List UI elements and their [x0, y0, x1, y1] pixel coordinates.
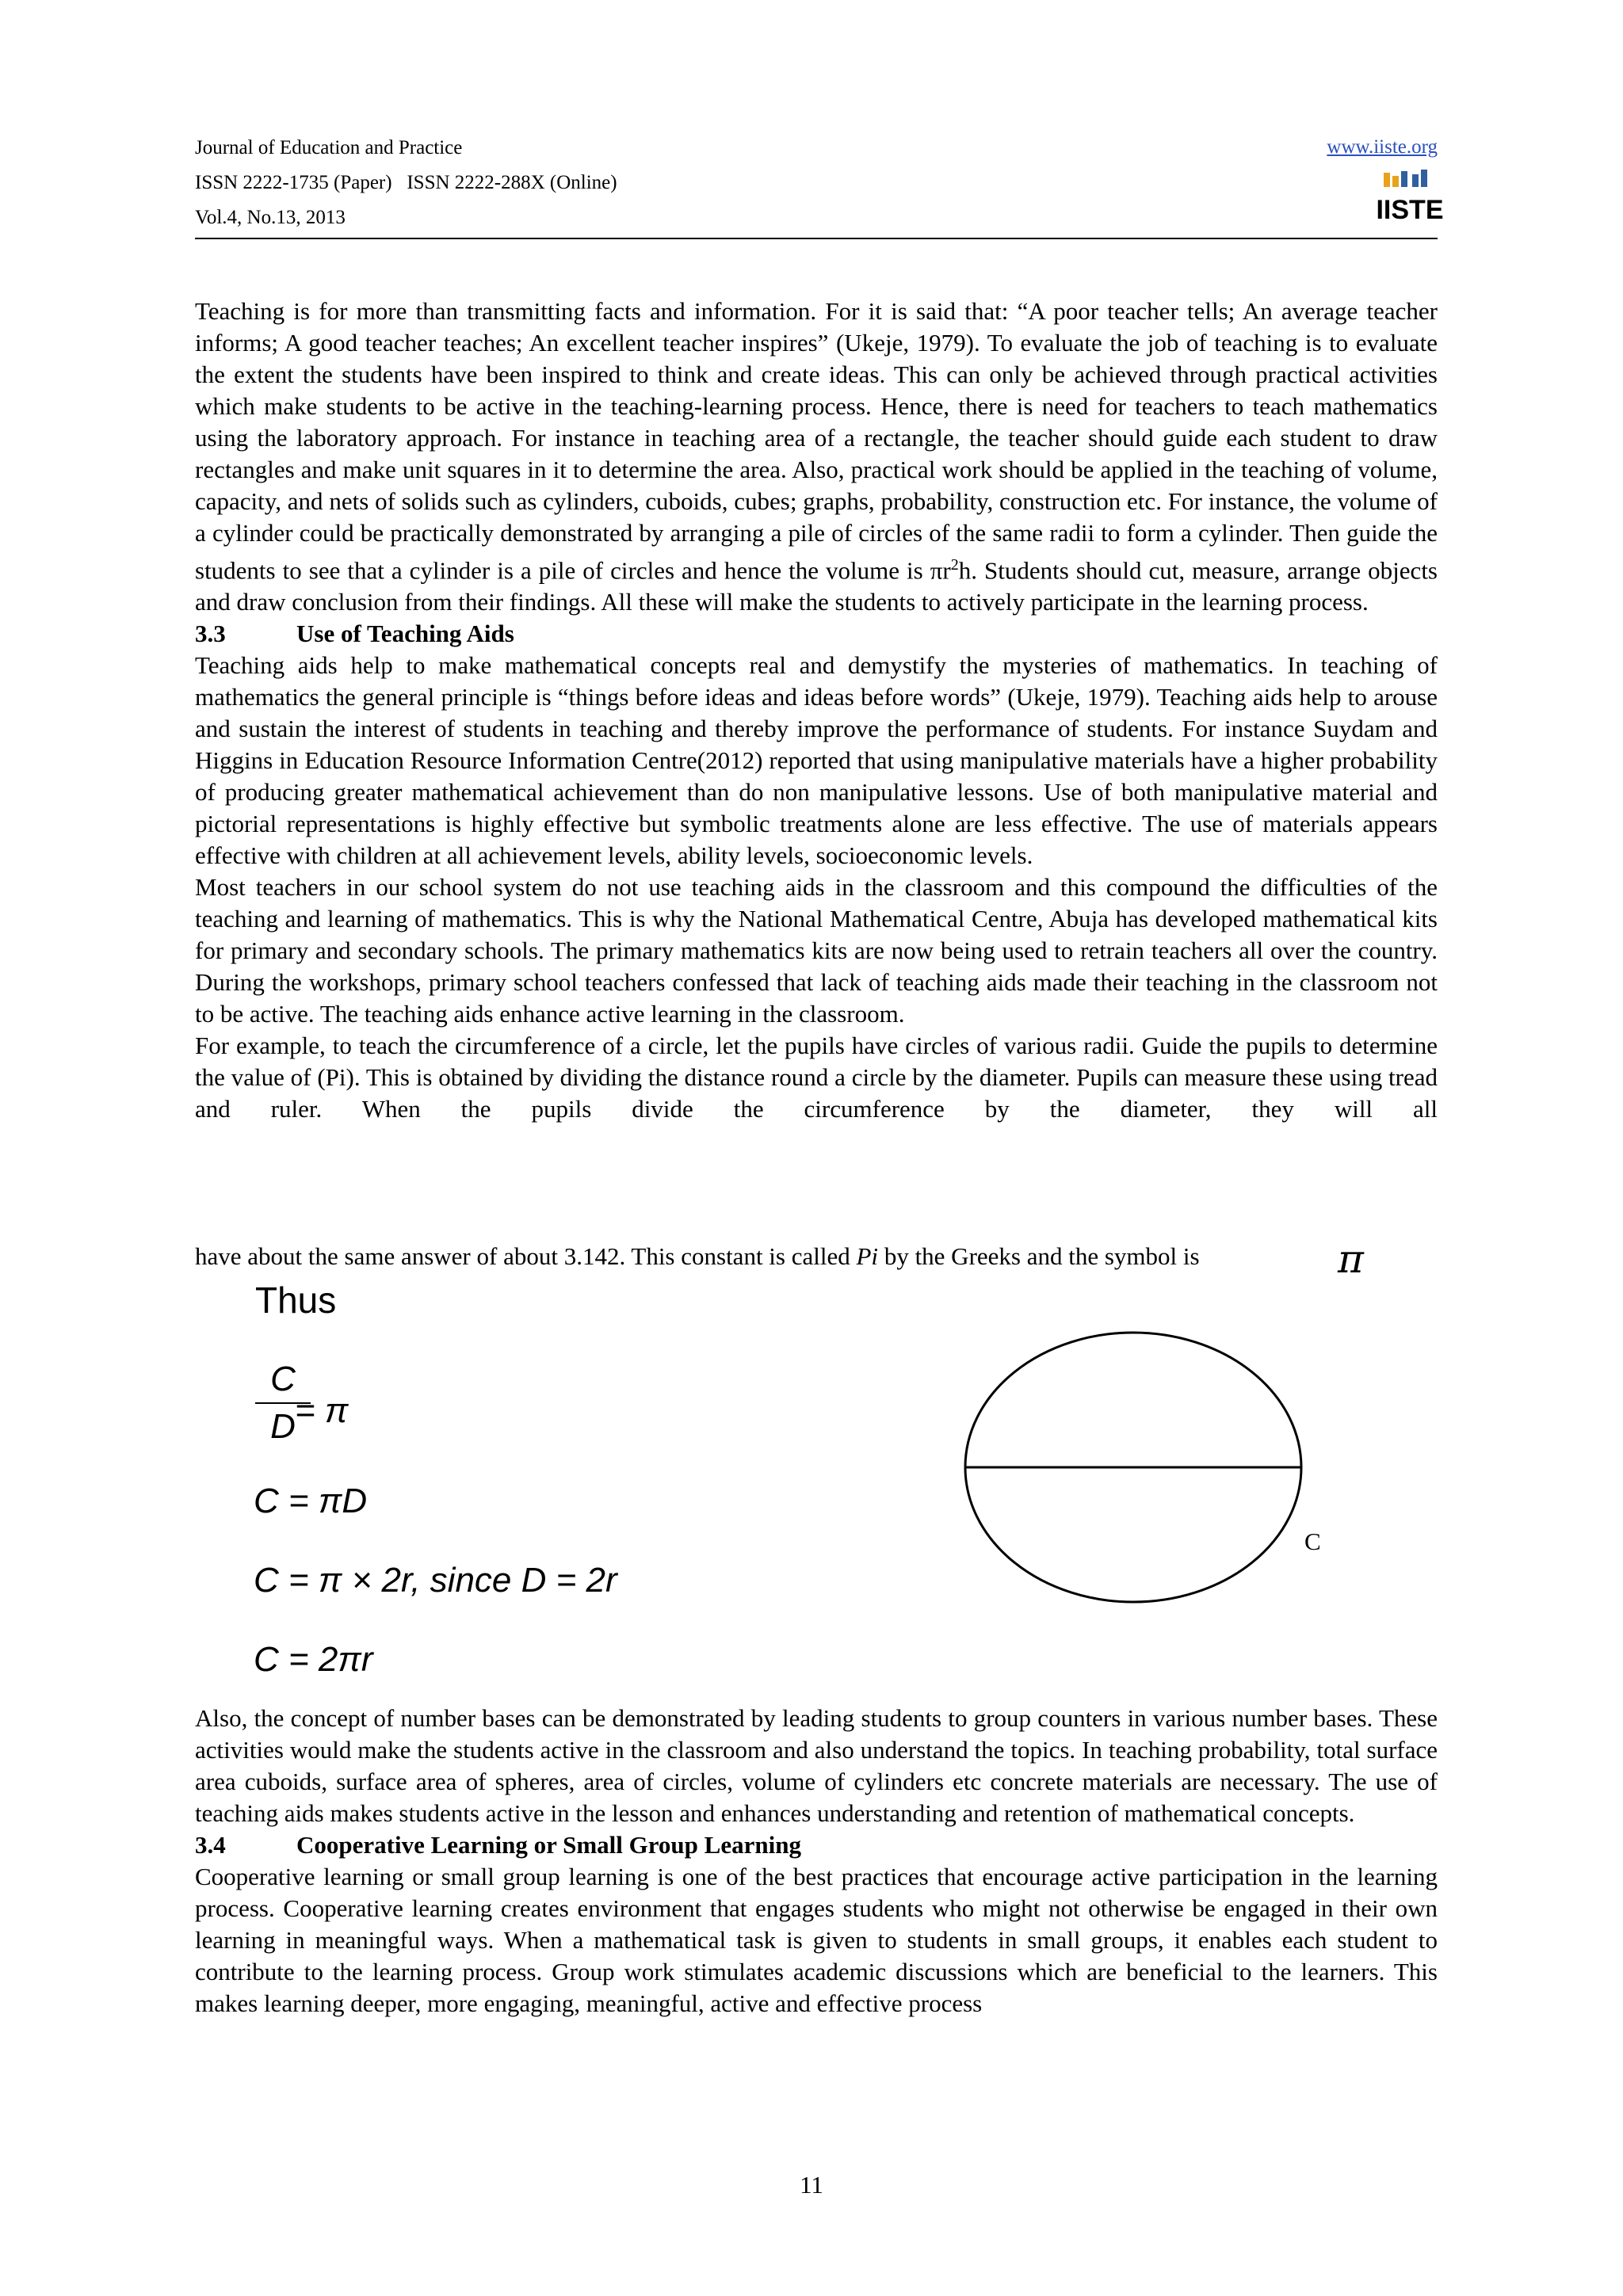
equation-1-rhs: = π: [295, 1391, 349, 1430]
volume-line: Vol.4, No.13, 2013: [195, 207, 346, 228]
main-text-continued: [195, 1703, 1438, 2019]
logo-text: IISTE: [1376, 195, 1444, 225]
equation-4: C = 2πr: [254, 1640, 373, 1679]
fraction-denominator: D: [270, 1407, 296, 1446]
section-3-3-heading: 3.3 Use of Teaching Aids: [195, 620, 514, 648]
main-text: [195, 296, 1438, 1125]
section-3-4-heading: 3.4 Cooperative Learning or Small Group Learning: [195, 1831, 801, 1859]
equation-2: C = πD: [254, 1482, 368, 1520]
section-3-4-paragraph: Cooperative learning or small group learning is one of the best practices that encourage active participation in the learning process. Cooperative learning creates environment that engages students who might not otherwise be engaged in their own learning in meaningful ways. When a mathematical task is given to students in small groups, it enables each student to contribute to the learning process. Group work stimulates academic discussions which are beneficial to the learners. This makes learning deeper, more engaging, meaningful, active and effective process: [195, 1863, 1438, 2017]
circle-diagram: [951, 1315, 1316, 1616]
pi-symbol: π: [1338, 1236, 1364, 1282]
section-3-3-paragraph-2: Most teachers in our school system do not use teaching aids in the classroom and this compound the difficulties of the teaching and learning of mathematics. This is why the National Mathematical Centre, Abuja has developed mathematical kits for primary and secondary schools. The primary mathematics kits are now being used to retrain teachers all over the country. During the workshops, primary school teachers confessed that lack of teaching aids made their teaching in the classroom not to be active. The teaching aids enhance active learning in the classroom.: [195, 873, 1438, 1028]
equation-3: C = π × 2r, since D = 2r: [254, 1561, 617, 1600]
thus-label: Thus: [255, 1280, 337, 1321]
fraction-numerator: C: [270, 1360, 296, 1398]
journal-name: Journal of Education and Practice: [195, 137, 463, 158]
section-3-3-paragraph-1: Teaching aids help to make mathematical concepts real and demystify the mysteries of mathematics. In teaching of mathematics the general principle is “things before ideas and ideas before words” (Ukeje, 1979). Teaching aids help to arouse and sustain the interest of students in teaching and thereby improve the performance of students. For instance Suydam and Higgins in Education Resource Information Centre(2012) reported that using manipulative materials have a higher probability of producing greater mathematical achievement than do non manipulative lessons. Use of both manipulative material and pictorial representations is highly effective but symbolic treatments alone are less effective. The use of materials appears effective with children at all achievement levels, ability levels, socioeconomic levels.: [195, 651, 1438, 870]
header-rule: [195, 238, 1438, 239]
page-header: [195, 136, 1444, 239]
number-bases-paragraph: Also, the concept of number bases can be demonstrated by leading students to group counters in various number bases. These activities would make the students active in the classroom and also understand the topics. In teaching probability, total surface area cuboids, surface area of spheres, area of circles, volume of cylinders etc concrete materials are necessary. The use of teaching aids makes students active in the lesson and enhances understanding and retention of mathematical concepts.: [195, 1704, 1438, 1827]
circumference-label: C: [1304, 1527, 1321, 1555]
issn-line: ISSN 2222-1735 (Paper) ISSN 2222-288X (Online): [195, 172, 617, 193]
section-3-3-paragraph-3: For example, to teach the circumference of a circle, let the pupils have circles of various radii. Guide the pupils to determine the value of (Pi). This is obtained by dividing the distance round a circle by the diameter. Pupils can measure these using tread and ruler. When the pupils divide the circumference by the diameter, they will all: [195, 1032, 1438, 1123]
journal-url-link[interactable]: www.iiste.org: [1327, 136, 1438, 158]
page-number: 11: [800, 2171, 823, 2199]
intro-paragraph: Teaching is for more than transmitting facts and information. For it is said that: “A poor teacher tells; An average teacher informs; A good teacher teaches; An excellent teacher inspires” (Ukeje, 1979). To evaluate the job of teaching is to evaluate the extent the students have been inspired to think and create ideas. This can only be achieved through practical activities which make students to be active in the teaching-learning process. Hence, there is need for teachers to teach mathematics using the laboratory approach. For instance in teaching area of a rectangle, the teacher should guide each student to draw rectangles and make unit squares in it to determine the area. Also, practical work should be applied in the teaching of volume, capacity, and nets of solids such as cylinders, cuboids, cubes; graphs, probability, construction etc. For instance, the volume of a cylinder could be practically demonstrated by arranging a pile of circles of the same radii to form a cylinder. Then guide the students to see that a cylinder is a pile of circles and hence the volume is $\pi r^2h$. Students should cut, measure, arrange objects and draw conclusion from their findings. All these will make the students to actively participate in the learning process.: [195, 297, 1438, 616]
iiste-logo: [1376, 168, 1444, 225]
pi-definition-line: have about the same answer of about 3.142. This constant is called Pi by the Greeks and the symbol is: [195, 1242, 1200, 1270]
